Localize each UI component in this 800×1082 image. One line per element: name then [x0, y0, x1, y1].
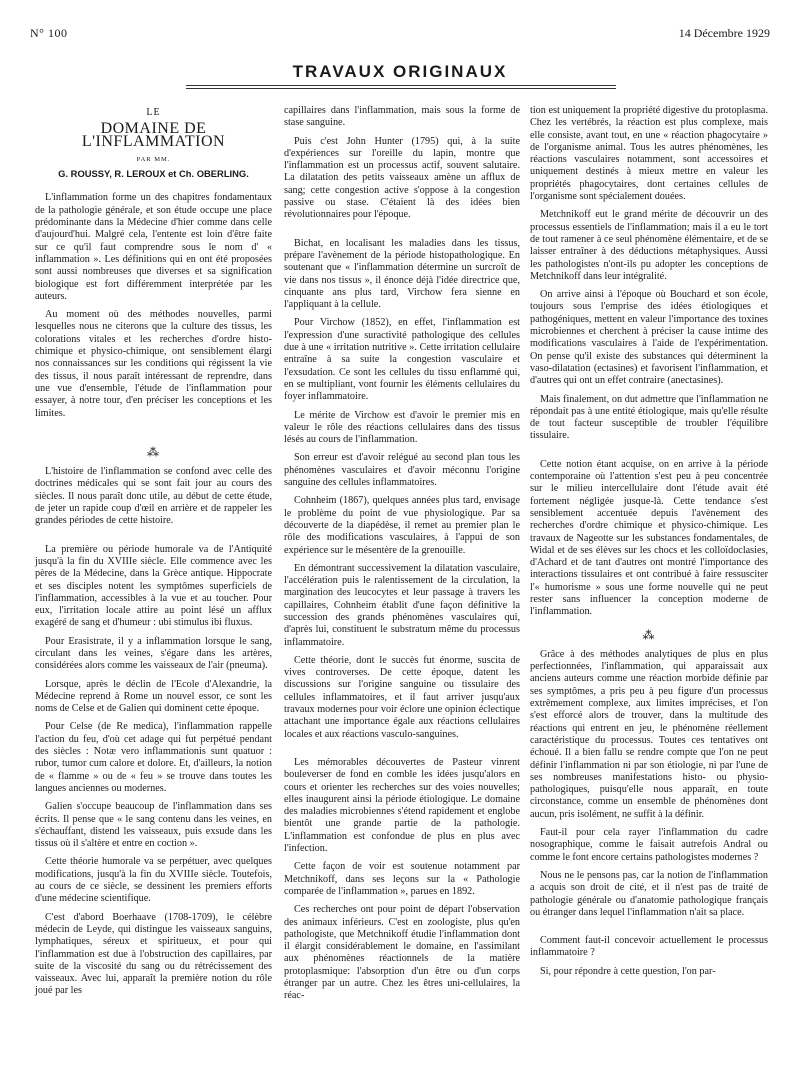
paragraph: Mais finalement, on dut admettre que l'inflammation ne répondait pas à une entité étiologique, mais qu'elle résulte de tout facteur susceptible de troubler l'équilibre tissulaire. [530, 393, 768, 442]
issue-date: 14 Décembre 1929 [678, 26, 770, 40]
text-column-3 [530, 105, 768, 984]
paragraph: Cette théorie, dont le succès fut énorme, suscita de vives controverses. De cette époque, datent les discussions sur l'origine sanguine ou tissulaire des cellules inflammatoires, et il faut arriver jusqu'aux travaux modernes pour voir éclore une opinion éclectique attachant une importance égale aux réactions cellulaires locales et aux réactions vasculo-sanguines. [284, 654, 520, 740]
paragraph: Metchnikoff eut le grand mérite de découvrir un des processus essentiels de l'inflammation; mais il a eu le tort de tout ramener à ce seul phénomène élémentaire, et de se laisser entraîner à des déductions métaphysiques. Aussi les pathologistes n'ont-ils pu adopter les conceptions de Metchnikoff dans leur intégralité. [530, 209, 768, 282]
paragraph: Cette notion étant acquise, on en arrive à la période contemporaine où l'attention s'est peu à peu concentrée sur le milieu intercellulaire dont l'étude avait été fortement négligée jusque-là. Cette tendance s'est sensiblement accentuée depuis l'avènement des recherches d'ordre chimique et physico-chimique. Les travaux de Nageotte sur les substances fondamentales, de Widal et de ses élèves sur les chocs et les colloïdoclasies, d'Achard et de tant d'autres ont montré l'importance des interactions tissulaires et ont contribué à faire ressusciter l'« humorisme » sous une forme nouvelle qui ne peut rester sans influencer la conception moderne de l'inflammation. [530, 458, 768, 618]
paragraph: Galien s'occupe beaucoup de l'inflammation dans ses écrits. Il pense que « le sang contenu dans les veines, en s'échauffant, distend les vaisseaux, puis exsude dans les tissus où il s'altère et entre en coction ». [35, 801, 272, 850]
section-separator: ⁂ [642, 627, 656, 642]
page-header [30, 26, 770, 46]
issue-number: N° 100 [30, 26, 68, 40]
paragraph: Comment faut-il concevoir actuellement le processus inflammatoire ? [530, 935, 768, 959]
paragraph: Ces recherches ont pour point de départ l'observation des animaux inférieurs. C'est en zoologiste, plus qu'en pathologiste, que Metchnikoff étudie l'inflammation dont il élargit considérablement le domaine, en l'assimilant aux phénomènes réactionnels de la matière protoplasmique: l'absorption d'un être ou d'un corps étranger par un autre. Chez les êtres uni-cellulaires, la réac- [284, 904, 520, 1002]
paragraph: Puis c'est John Hunter (1795) qui, à la suite d'expériences sur l'oreille du lapin, montre que l'inflammation est un processus actif, souvent salutaire. La dilatation des petits vaisseaux amène un afflux de sang; cette congestion active s'oppose à la congestion passive ou stase. C'étaient là des idées bien révolutionnaires pour l'époque. [284, 135, 520, 221]
article-authors: G. ROUSSY, R. LEROUX et Ch. OBERLING. [58, 168, 249, 180]
paragraph: Pour Virchow (1852), en effet, l'inflammation est l'expression d'une suractivité pathologique des cellules due à une « irritation nutritive ». Cette irritation cellulaire entraîne à sa suite la congestion vasculaire et l'exsudation. Ce sont les cellules du tissu enflammé qui, en se multipliant, vont fournir les éléments cellulaires du foyer inflammatoire. [284, 317, 520, 403]
paragraph: Pour Erasistrate, il y a inflammation lorsque le sang, circulant dans les veines, s'égare dans les artères, considérées alors comme les vaisseaux de l'air (pneuma). [35, 635, 272, 672]
paragraph: Grâce à des méthodes analytiques de plus en plus perfectionnées, l'inflammation, qui apparaissait aux anciens auteurs comme une réaction morbide définie par ses symptômes, a pris peu à peu figure d'un processus extrêmement complexe, aux limites imprécises, et l'on s'est efforcé alors de trouver, dans la multitude des réactions qui entrent en jeu, le phénomène réellement caractéristique du processus. Toutes ces tentatives ont échoué. Il a bien fallu se rendre compte que l'on ne peut définir l'inflammation ni par son étiologie, ni par l'une de ses nombreuses manifestations histo- ou physio-pathologiques, puisqu'elle nous apparaît, en toute circonstance, comme un ensemble de phénomènes dont aucun, pris isolément, ne suffit à la définir. [530, 648, 768, 820]
article-pretitle: LE [146, 107, 161, 118]
paragraph: Cette façon de voir est soutenue notamment par Metchnikoff, dans ses leçons sur la « Pathologie comparée de l'inflammation », parues en 1892. [284, 861, 520, 897]
article-byline-par: PAR MM. [136, 155, 171, 163]
paragraph: La première ou période humorale va de l'Antiquité jusqu'à la fin du XVIIIe siècle. Elle commence avec les pères de la Médecine, dans la Grèce antique. Hippocrate et ses disciples notent les symptômes superficiels de l'inflammation, accessibles à la vue et au toucher. Pour eux, l'irritation locale attire au point lésé un afflux exagéré de sang et d'humeur : ubi stimulus ibi fluxus. [35, 543, 272, 629]
paragraph: Au moment où des méthodes nouvelles, parmi lesquelles nous ne citerons que la culture des tissus, les colorations vitales et les recherches d'ordre histo-chimique et physico-chimique, ont sensiblement élargi nos connaissances sur les conditions qui régissent la vie des tissus, il nous paraît intéressant de reprendre, dans une vue d'ensemble, l'étude de l'inflammation pour essayer, à notre tour, d'en préciser les conceptions et les limites. [35, 309, 272, 419]
paragraph: Bichat, en localisant les maladies dans les tissus, prépare l'avènement de la période histopathologique. En soutenant que « l'inflammation détermine un surcroît de vie dans nos tissus », il énonce déjà l'idée directrice que, cinquante ans plus tard, Virchow fera sienne en l'appliquant à la cellule. [284, 237, 520, 311]
paragraph: Faut-il pour cela rayer l'inflammation du cadre nosographique, comme le faisait autrefois Andral ou comme le font encore certains pathologistes modernes ? [530, 827, 768, 863]
paragraph: Lorsque, après le déclin de l'Ecole d'Alexandrie, la Médecine reprend à Rome un nouvel essor, ce sont les noms de Celse et de Galien qui dominent cette époque. [35, 678, 272, 715]
paragraph: tion est uniquement la propriété digestive du protoplasma. Chez les vertébrés, la réaction est plus complexe, mais elle consiste, avant tout, en une « réaction phagocytaire » de l'organisme animal. Tous les autres phénomènes, les réactions vasculaires notamment, sont accessoires et uniquement destinés à mieux mettre en valeur les propriétés phagocytaires, dont certaines cellules de l'organisme sont spécialement douées. [530, 105, 768, 203]
paragraph: L'histoire de l'inflammation se confond avec celle des doctrines médicales qui se sont fait jour au cours des siècles. Il nous paraît donc utile, au début de cette étude, de jeter un rapide coup d'œil en arrière et de rappeler les grandes périodes de cette histoire. [35, 466, 272, 527]
text-column-1 [35, 105, 272, 1004]
paragraph: En démontrant successivement la dilatation vasculaire, l'accélération puis le ralentissement de la circulation, la margination des leucocytes et leur passage à travers les capillaires, Cohnheim établit d'une façon définitive la succession des grands phénomènes vasculaires qui, d'après lui, constituent le substratum même du processus inflammatoire. [284, 562, 520, 648]
paragraph: On arrive ainsi à l'époque où Bouchard et son école, toujours sous l'emprise des idées étiologiques et pathogéniques, mettent en valeur l'importance des toxines microbiennes et cherchent à préciser la cause intime des modifications vasculaires à l'aide de l'expérimentation. On pense qu'il existe des substances qui déterminent la vaso-dilatation (ectasines) et favorisent l'inflammation, et d'autres qui ont un effet contraire (anectasines). [530, 289, 768, 387]
text-column-2 [284, 105, 520, 1009]
paragraph: L'inflammation forme un des chapitres fondamentaux de la pathologie générale, et son étude occupe une place prédominante dans la Médecine d'hier comme dans celle d'aujourd'hui. Malgré cela, l'entente est loin d'être faite sur ce qu'il faut comprendre sous le nom d' « inflammation ». Les définitions qui en ont été proposées sont aussi nombreuses que diverses et sa signification biologique est fort différemment interprétée par les auteurs. [35, 192, 272, 302]
rubric-rule-top [186, 85, 616, 86]
section-rubric: TRAVAUX ORIGINAUX [292, 62, 508, 81]
paragraph: C'est d'abord Boerhaave (1708-1709), le célèbre médecin de Leyde, qui distingue les vaisseaux sanguins, lymphatiques, séreux et spiritueux, et pour qui l'inflammation est due à l'obstruction des capillaires, par suite de la viscosité du sang ou du rétrécissement des vaisseaux. Avec lui, apparaît la première notion du rôle joué par les [35, 911, 272, 997]
paragraph: Son erreur est d'avoir relégué au second plan tous les phénomènes vasculaires et d'avoir méconnu l'origine sanguine des cellules inflammatoires. [284, 452, 520, 489]
paragraph: Cette théorie humorale va se perpétuer, avec quelques modifications, jusqu'à la fin du XVIIIe siècle. Toutefois, au cours de ce siècle, se dessinent les premiers efforts d'une médecine scientifique. [35, 856, 272, 905]
paragraph: Si, pour répondre à cette question, l'on par- [540, 965, 716, 977]
section-separator: ⁂ [147, 444, 160, 459]
paragraph: capillaires dans l'inflammation, mais sous la forme de stase sanguine. [284, 105, 520, 129]
article-title: DOMAINE DE L'INFLAMMATION [81, 120, 226, 150]
paragraph: Cohnheim (1867), quelques années plus tard, envisage le problème du point de vue physiologique. Par sa découverte de la diapédèse, il remet au premier plan le rôle des modifications vasculaires, à l'appui de son expérience sur le mésentère de la grenouille. [284, 495, 520, 556]
paragraph: Nous ne le pensons pas, car la notion de l'inflammation a acquis son droit de cité, et il n'est pas de traité de pathologie générale ou d'anatomie pathologique français ou étranger dans lequel l'inflammation n'ait sa place. [530, 869, 768, 918]
paragraph: Pour Celse (de Re medica), l'inflammation rappelle l'action du feu, d'où cet adage qui fut perpétué pendant des siècles : Notæ vero inflammationis sunt quatuor : rubor, tumor cum calore et dolore. Et, d'ailleurs, la notion de « flamme » ou de « feu » se trouve dans toutes les langues anciennes ou modernes. [35, 721, 272, 794]
rubric-rule-bottom [186, 88, 616, 89]
paragraph: Les mémorables découvertes de Pasteur vinrent bouleverser de fond en comble les idées jusqu'alors en cours et orienter les recherches sur des voies nouvelles; elles inaugurent ainsi la période étiologique. Le domaine des maladies microbiennes s'étend rapidement et englobe bientôt une grande partie de la pathologie. L'inflammation est confondue de plus en plus avec l'infection. [284, 756, 520, 855]
paragraph: Le mérite de Virchow est d'avoir le premier mis en valeur le rôle des réactions cellulaires dans des tissus lésés au cours de l'inflammation. [284, 409, 520, 446]
